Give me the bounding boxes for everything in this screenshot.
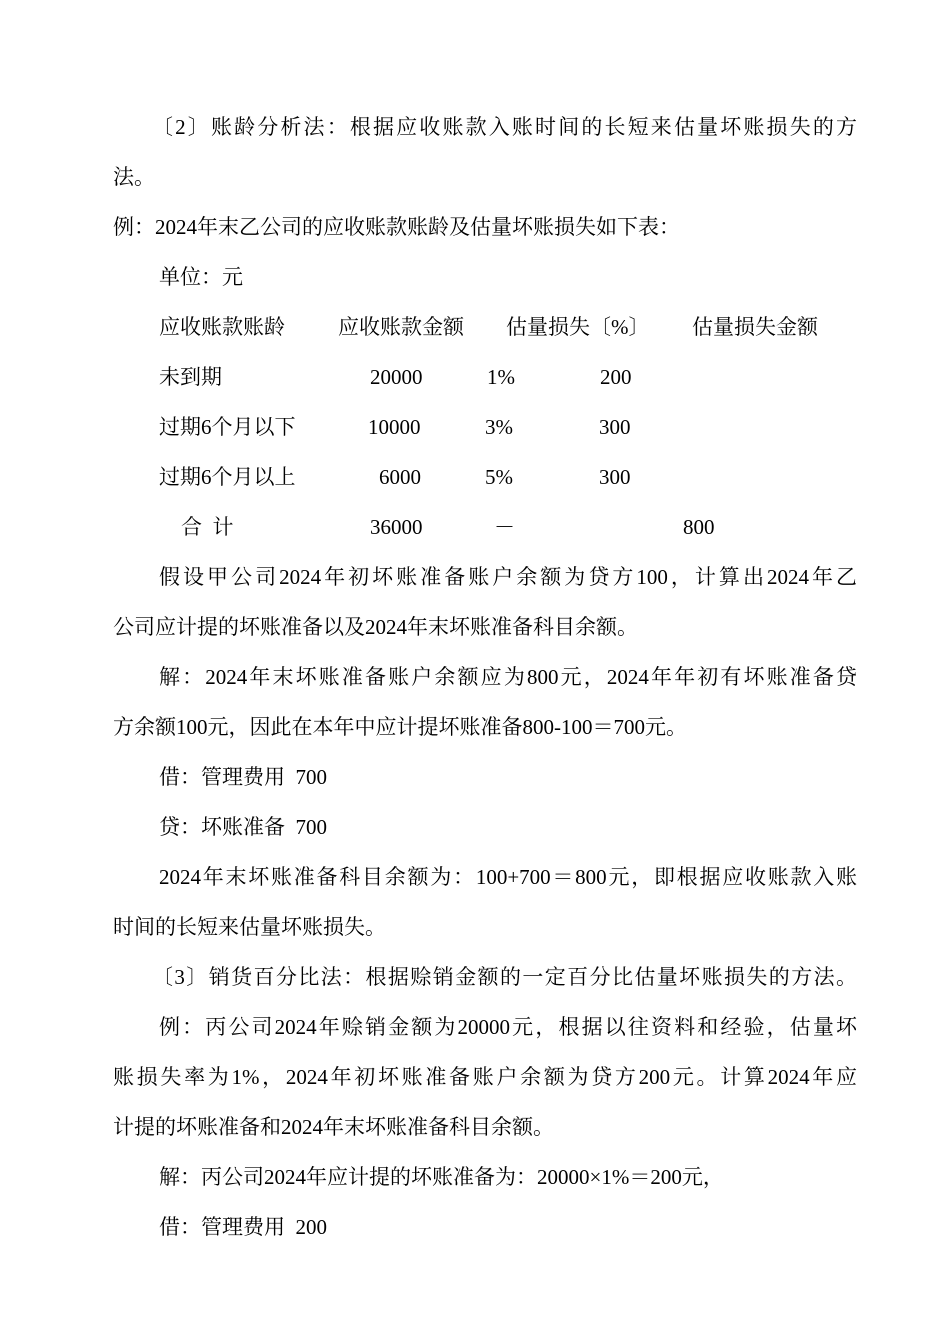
table-total-amount: 36000 [370,515,423,539]
table-header-amount: 应收账款金额 [338,315,464,339]
solution1-line1: 解：2024年末坏账准备账户余额应为800元，2024年年初有坏账准备贷 [159,665,857,689]
example2-line3: 计提的坏账准备和2024年末坏账准备科目余额。 [113,1115,554,1139]
table-row-loss: 300 [599,415,631,439]
table-header-loss: 估量损失金额 [692,315,818,339]
solution1-debit: 借：管理费用 700 [159,765,327,789]
solution1-balance-line1: 2024年末坏账准备科目余额为：100+700＝800元，即根据应收账款入账 [159,865,857,889]
solution1-credit: 贷：坏账准备 700 [159,815,327,839]
table-row-amount: 10000 [368,415,421,439]
solution1-line2: 方余额100元，因此在本年中应计提坏账准备800-100＝700元。 [113,715,687,739]
table-total-loss: 800 [683,515,715,539]
method2-line2: 法。 [113,165,155,189]
table-row-age: 过期6个月以下 [159,415,296,439]
table-row-rate: 3% [485,415,513,439]
example2-line2: 账损失率为1%，2024年初坏账准备账户余额为贷方200元。计算2024年应 [113,1065,857,1089]
solution2-debit: 借：管理费用 200 [159,1215,327,1239]
method2-line1: 〔2〕账龄分析法：根据应收账款入账时间的长短来估量坏账损失的方 [152,115,857,139]
table-header-age: 应收账款账龄 [159,315,285,339]
solution1-balance-line2: 时间的长短来估量坏账损失。 [113,915,386,939]
table-row-loss: 300 [599,465,631,489]
table-total-rate: － [494,515,515,539]
table-row-age: 未到期 [159,365,222,389]
table-row-loss: 200 [600,365,632,389]
question1-line1: 假设甲公司2024年初坏账准备账户余额为贷方100，计算出2024年乙 [159,565,857,589]
method3-line1: 〔3〕销货百分比法：根据赊销金额的一定百分比估量坏账损失的方法。 [152,965,857,989]
table-row-rate: 1% [487,365,515,389]
solution2-line1: 解：丙公司2024年应计提的坏账准备为：20000×1%＝200元， [159,1165,724,1189]
table-header-rate: 估量损失〔%〕 [506,315,650,339]
table-row-amount: 20000 [370,365,423,389]
example1-intro: 例：2024年末乙公司的应收账款账龄及估量坏账损失如下表： [113,215,680,239]
question1-line2: 公司应计提的坏账准备以及2024年末坏账准备科目余额。 [113,615,638,639]
table-row-rate: 5% [485,465,513,489]
table-row-age: 过期6个月以上 [159,465,296,489]
unit-label: 单位：元 [159,265,243,289]
example2-line1: 例：丙公司2024年赊销金额为20000元，根据以往资料和经验，估量坏 [159,1015,857,1039]
table-total-label: 合 计 [181,515,234,539]
table-row-amount: 6000 [379,465,421,489]
